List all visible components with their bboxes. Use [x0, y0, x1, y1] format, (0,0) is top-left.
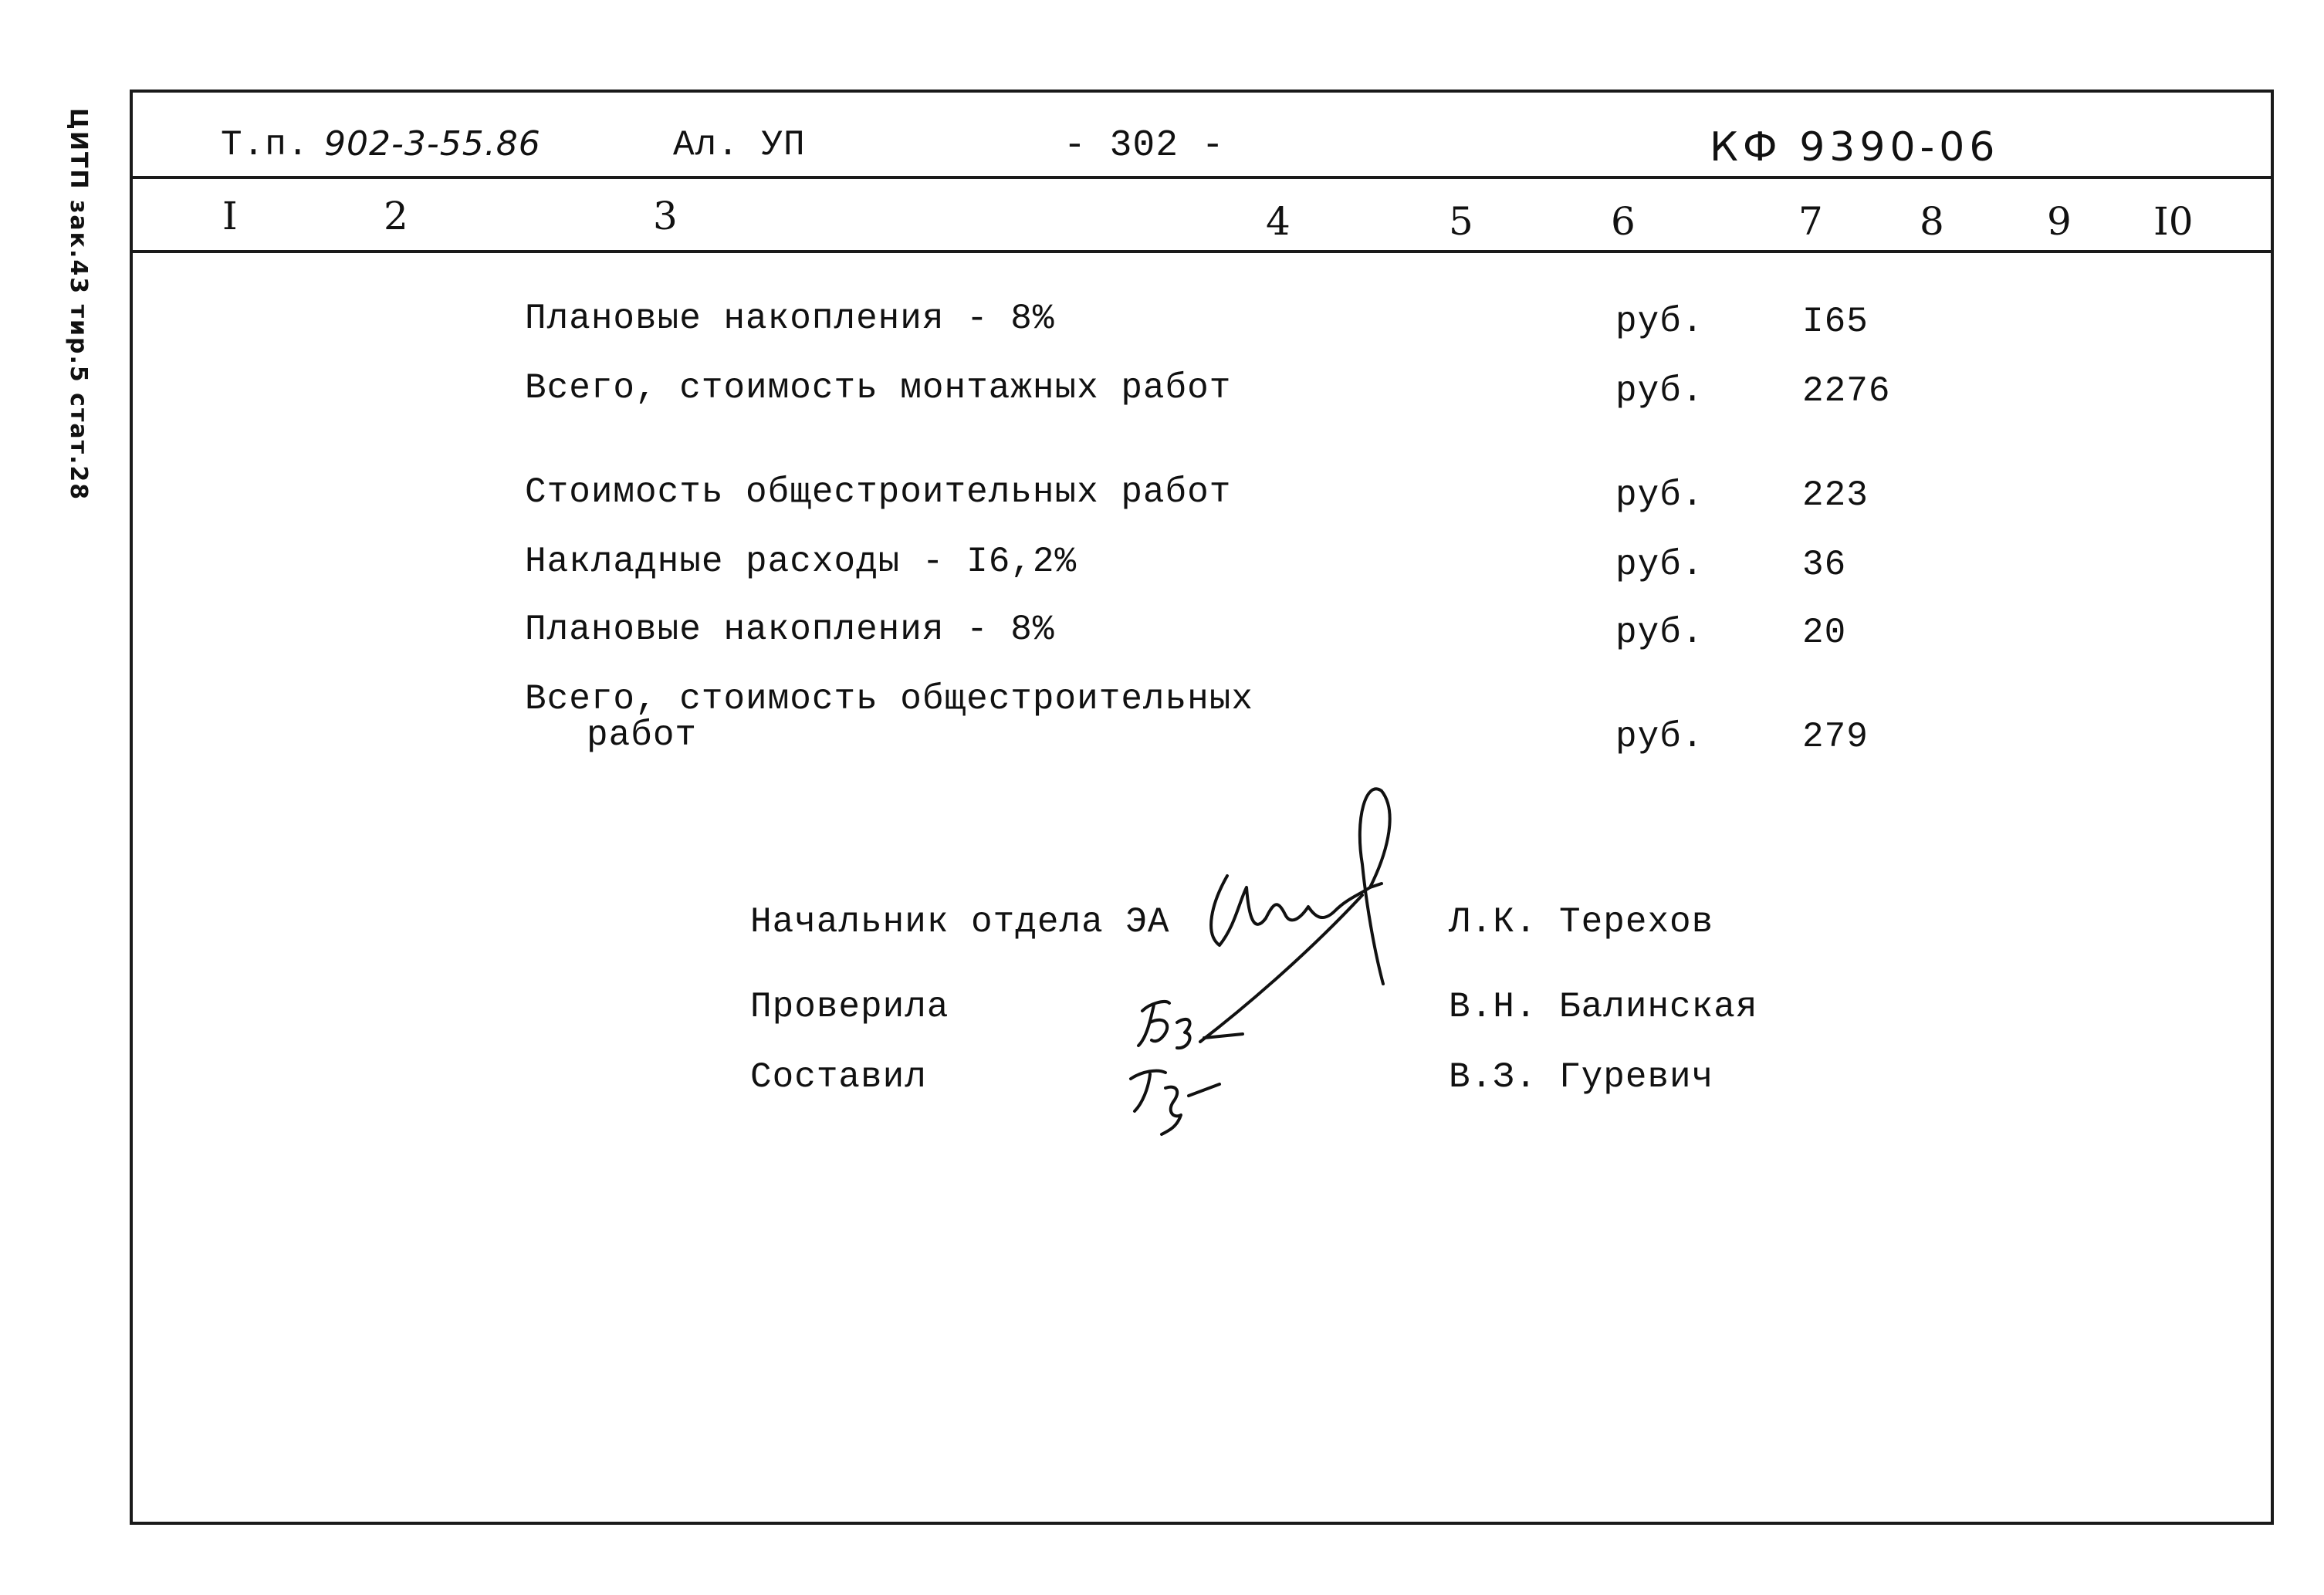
row-name: Плановые накопления - 8%: [525, 299, 1055, 339]
row-unit: руб.: [1615, 717, 1704, 757]
column-number-2: 2: [384, 194, 408, 238]
column-number-1: I: [222, 194, 238, 238]
signature-chief: [1211, 876, 1382, 945]
signature-chief-stroke: [1200, 895, 1362, 1042]
row-unit: руб.: [1615, 302, 1704, 342]
row-name: Накладные расходы - I6,2%: [525, 542, 1077, 582]
row-value: 20: [1802, 613, 1847, 653]
row-value: 223: [1802, 475, 1869, 515]
signature-checker: [1138, 1002, 1243, 1048]
row-value: I65: [1802, 302, 1869, 342]
row-name-line1: Всего, стоимость общестроительных: [525, 679, 1253, 719]
signature-role: Начальник отдела ЭА: [750, 902, 1170, 942]
signature-role: Проверила: [750, 987, 949, 1027]
row-unit: руб.: [1615, 371, 1704, 411]
signature-name: В.З. Гуревич: [1449, 1057, 1714, 1097]
row-name: Всего, стоимость монтажных работ: [525, 368, 1232, 408]
column-number-3: 3: [653, 194, 678, 238]
column-number-6: 6: [1611, 199, 1636, 244]
side-stamp: ЦИТП зак.43 тир.5 стат.28: [65, 108, 92, 502]
row-unit: руб.: [1615, 613, 1704, 653]
signature-role: Составил: [750, 1057, 927, 1097]
project-number: 902-3-55.86: [324, 124, 541, 164]
column-number-5: 5: [1449, 199, 1473, 244]
column-number-9: 9: [2047, 199, 2072, 244]
column-number-7: 7: [1798, 199, 1823, 244]
page-number: - 302 -: [1064, 125, 1225, 167]
column-number-4: 4: [1266, 199, 1291, 244]
row-value: 279: [1802, 717, 1869, 757]
album-label: Ал. УП: [673, 125, 806, 165]
signature-name: Л.К. Терехов: [1449, 902, 1714, 942]
signature-name: В.Н. Балинская: [1449, 987, 1758, 1027]
document-code: КФ 9390-06: [1710, 124, 2000, 171]
row-unit: руб.: [1615, 545, 1704, 585]
row-value: 36: [1802, 545, 1847, 585]
row-value: 2276: [1802, 371, 1891, 411]
row-unit: руб.: [1615, 475, 1704, 515]
signature-compiler: [1131, 1071, 1220, 1134]
column-number-8: 8: [1920, 199, 1944, 244]
project-label: Т.п.: [221, 125, 310, 165]
column-number-10: I0: [2153, 199, 2194, 244]
row-name-line2: работ: [587, 715, 698, 755]
row-name: Стоимость общестроительных работ: [525, 472, 1232, 512]
row-name: Плановые накопления - 8%: [525, 610, 1055, 650]
